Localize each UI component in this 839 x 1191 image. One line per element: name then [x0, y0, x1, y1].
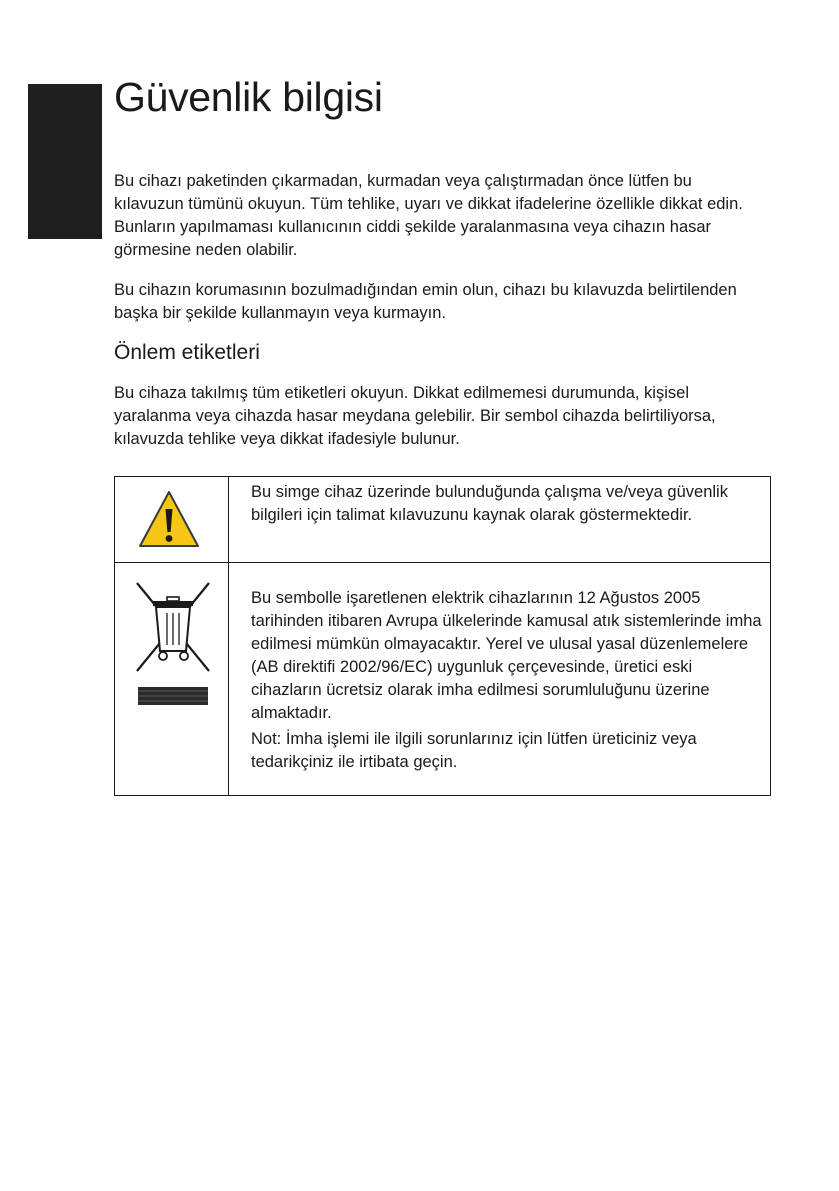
symbol-text-cell	[229, 477, 771, 563]
symbol-row-warning	[115, 477, 771, 563]
symbol-icon-cell	[115, 477, 229, 563]
section-paragraph: Bu cihaza takılmış tüm etiketleri okuyun. Dikkat edilmemesi durumunda, kişisel yaralanma veya cihazda hasar meydana gelebilir. Bir sembol cihazda belirtiliyorsa, kılavuzda tehlike veya dikkat ifadesiyle bulunur.	[114, 384, 716, 448]
intro-paragraph-1: Bu cihazı paketinden çıkarmadan, kurmadan veya çalıştırmadan önce lütfen bu kılavuzun tümünü okuyun. Tüm tehlike, uyarı ve dikkat ifadelerine özellikle dikkat edin. Bunların yapılmaması kullanıcının ciddi şekilde yaralanmasına veya cihazın hasar görmesine neden olabilir.	[114, 172, 743, 259]
page-title: Güvenlik bilgisi	[114, 74, 383, 120]
warning-symbol-description: Bu simge cihaz üzerinde bulunduğunda çalışma ve/veya güvenlik bilgileri için talimat kılavuzunu kaynak olarak göstermektedir.	[251, 483, 728, 524]
crossed-out-bin-icon	[133, 579, 213, 709]
weee-symbol-description: Bu sembolle işaretlenen elektrik cihazlarının 12 Ağustos 2005 tarihinden itibaren Avrupa ülkelerinde kamusal atık sistemlerinde imha edilmesi mümkün olmayacaktır. Yerel ve ulusal yasal düzenlemelere (AB direktifi 2002/96/EC) uygunluk çerçevesinde, üretici eski cihazların ücretsiz olarak imha edilmesi sorumluluğunu üzerine almaktadır.	[251, 589, 762, 722]
warning-triangle-icon	[137, 489, 201, 549]
chapter-tab	[28, 84, 102, 239]
symbol-row-weee	[115, 563, 771, 796]
symbol-text-cell	[229, 563, 771, 796]
intro-paragraph-2: Bu cihazın korumasının bozulmadığından emin olun, cihazı bu kılavuzda belirtilenden başka bir şekilde kullanmayın veya kurmayın.	[114, 281, 737, 322]
symbol-table	[114, 476, 771, 796]
symbol-icon-cell	[115, 563, 229, 796]
section-heading: Önlem etiketleri	[114, 341, 260, 364]
weee-symbol-note: Not: İmha işlemi ile ilgili sorunlarınız için lütfen üreticiniz veya tedarikçiniz ile irtibata geçin.	[251, 730, 697, 771]
